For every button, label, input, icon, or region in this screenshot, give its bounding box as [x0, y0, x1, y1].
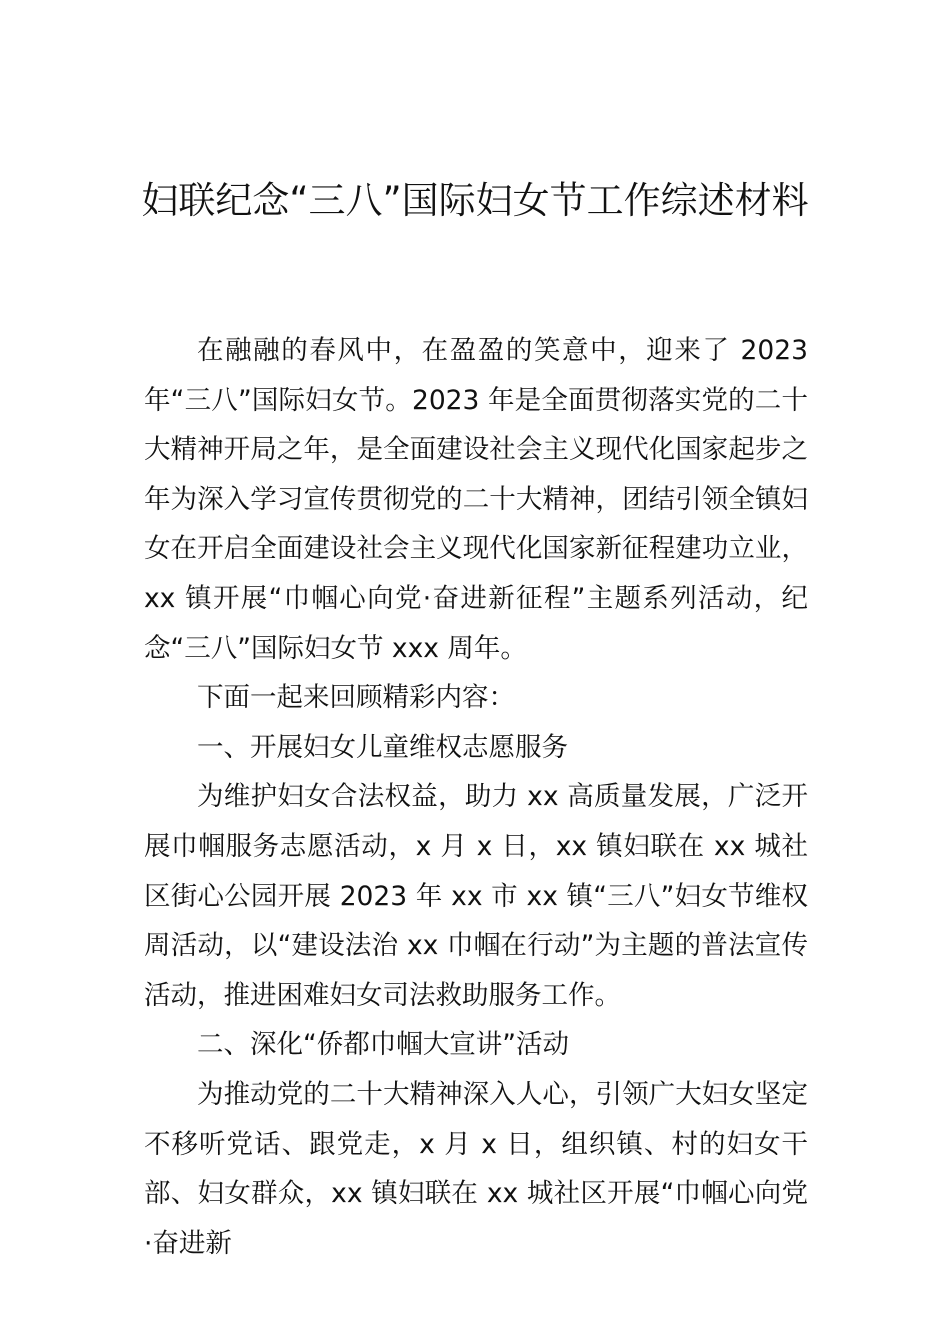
document-body	[144, 326, 808, 1268]
paragraph-intro: 在融融的春风中，在盈盈的笑意中，迎来了 2023 年“三八”国际妇女节。2023 年是全面贯彻落实党的二十大精神开局之年，是全面建设社会主义现代化国家起步之年为深入学习宣传贯彻党的二十大精神，团结引领全镇妇女在开启全面建设社会主义现代化国家新征程建功立业，xx 镇开展“巾帼心向党·奋进新征程”主题系列活动，纪念“三八”国际妇女节 xxx 周年。	[144, 335, 808, 664]
section-heading-2: 二、深化“侨都巾帼大宣讲”活动	[197, 1029, 569, 1061]
paragraph-section-2: 为推动党的二十大精神深入人心，引领广大妇女坚定不移听党话、跟党走，x 月 x 日，组织镇、村的妇女干部、妇女群众，xx 镇妇联在 xx 城社区开展“巾帼心向党·奋进新	[144, 1078, 808, 1259]
paragraph-section-1: 为维护妇女合法权益，助力 xx 高质量发展，广泛开展巾帼服务志愿活动，x 月 x 日，xx 镇妇联在 xx 城社区街心公园开展 2023 年 xx 市 xx 镇“三八”妇女节维权周活动，以“建设法治 xx 巾帼在行动”为主题的普法宣传活动，推进困难妇女司法救助服务工作。	[144, 781, 808, 1011]
paragraph-review: 下面一起来回顾精彩内容：	[197, 682, 515, 714]
section-heading-1: 一、开展妇女儿童维权志愿服务	[197, 731, 568, 763]
document-title: 妇联纪念“三八”国际妇女节工作综述材料	[141, 179, 809, 222]
